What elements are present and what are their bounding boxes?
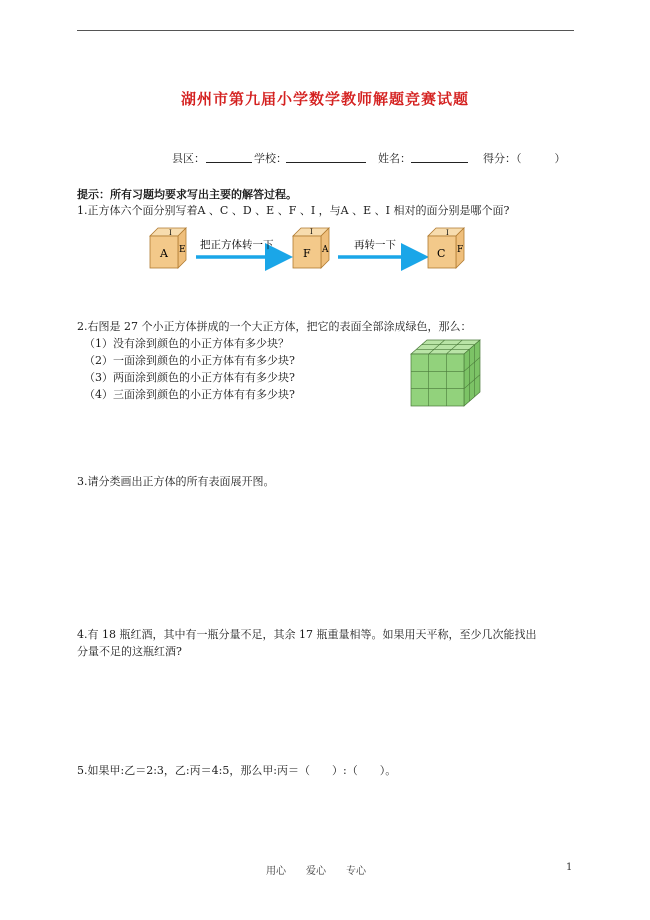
cube-1-top: I [169, 229, 172, 237]
page-title: 湖州市第九届小学数学教师解题竞赛试题 [180, 90, 469, 108]
school-label: 学校： [254, 152, 287, 165]
name-label: 姓名： [378, 152, 411, 165]
cube-2-front: F [303, 247, 311, 260]
question-4-line-1: 4.有 18 瓶红酒，其中有一瓶分量不足，其余 17 瓶重量相等。如果用天平称，至少几次能找出 [77, 628, 537, 641]
page-number: 1 [566, 862, 573, 873]
cube-3-top: I [446, 229, 449, 237]
footer-motto: 用心 爱心 专心 [266, 866, 366, 877]
question-5: 5.如果甲:乙＝2:3，乙:丙＝4:5，那么甲:丙＝（ ）:（ ）。 [77, 764, 397, 777]
school-blank[interactable] [286, 150, 366, 163]
question-2-sub-3: （3）两面涂到颜色的小正方体有有多少块? [84, 371, 295, 384]
cube-2-top: I [310, 228, 313, 236]
cube-3-front: C [437, 247, 446, 260]
q1-cube-figure [140, 222, 480, 272]
hint-text: 提示：所有习题均要求写出主要的解答过程。 [77, 188, 297, 201]
question-2: 2.右图是 27 个小正方体拼成的一个大正方体，把它的表面全部涂成绿色，那么： [77, 320, 472, 333]
name-blank[interactable] [411, 150, 468, 163]
question-2-sub-4: （4）三面涂到颜色的小正方体有有多少块? [84, 388, 295, 401]
question-1: 1.正方体六个面分别写着A 、C 、D 、E 、F 、I ，与A 、E 、I 相对的面分别是哪个面? [77, 204, 510, 217]
score-label: 得分：（ ） [483, 152, 566, 165]
cube-1-front: A [160, 247, 168, 260]
top-rule [77, 30, 574, 31]
cube-1-right: E [179, 245, 186, 255]
question-3: 3.请分类画出正方体的所有表面展开图。 [77, 475, 275, 488]
green-cube-figure [410, 338, 482, 408]
district-blank[interactable] [206, 150, 252, 163]
question-4-line-2: 分量不足的这瓶红酒? [77, 645, 182, 658]
district-label: 县区： [172, 152, 205, 165]
cube-2 [293, 228, 329, 268]
cube-3 [428, 228, 464, 268]
cube-1 [150, 228, 186, 268]
cube-3-right: F [457, 245, 464, 255]
arrow-1-label: 把正方体转一下 [200, 239, 274, 251]
cube-2-right: A [322, 245, 329, 255]
question-2-sub-1: （1）没有涂到颜色的小正方体有多少块？ [84, 337, 289, 350]
question-2-sub-2: （2）一面涂到颜色的小正方体有有多少块? [84, 354, 295, 367]
arrow-2-label: 再转一下 [354, 239, 396, 251]
